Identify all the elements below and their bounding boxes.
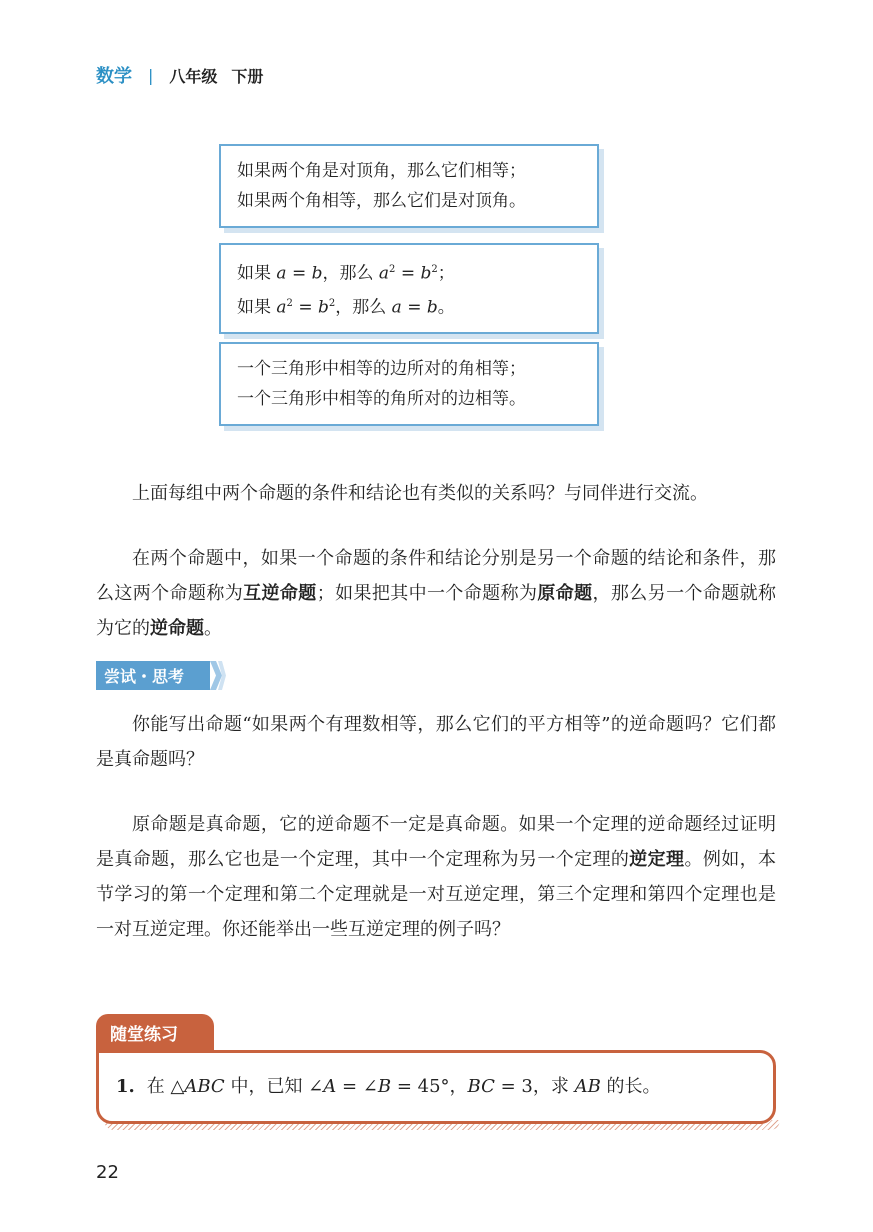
term-converse-propositions: 互逆命题 [243, 583, 317, 604]
discussion-paragraph: 上面每组中两个命题的条件和结论也有类似的关系吗？与同伴进行交流。 [132, 483, 708, 504]
page-number: 22 [96, 1162, 119, 1183]
practice-title: 随堂练习 [110, 1025, 178, 1045]
proposition-line: 如果两个角是对顶角，那么它们相等； [237, 161, 526, 181]
proposition-line: 如果 $a^2 = b^2$，那么 a = b。 [237, 297, 455, 318]
try-think-label: 尝试・思考 [104, 667, 185, 686]
theorem-paragraph: 原命题是真命题，它的逆命题不一定是真命题。如果一个定理的逆命题经过证明是真命题，那么它也是一个定理，其中一个定理称为另一个定理的逆定理。例如，本节学习的第一个定理和第二个定理就是一对互逆定理，第三个定理和第四个定理也是一对互逆定理。你还能举出一些互逆定理的例子吗？ [96, 814, 777, 940]
proposition-box-squares [219, 243, 599, 334]
volume-label: 下册 [231, 66, 264, 86]
proposition-line: 一个三角形中相等的边所对的角相等； [237, 359, 526, 379]
proposition-box-triangle [219, 342, 599, 426]
practice-tab [96, 1014, 214, 1052]
page-header [96, 62, 263, 88]
term-converse-proposition: 逆命题 [150, 618, 204, 639]
exercise-number: 1. [116, 1076, 135, 1097]
header-separator: | [148, 65, 154, 85]
proposition-line: 一个三角形中相等的角所对的边相等。 [237, 389, 526, 409]
term-original-proposition: 原命题 [537, 583, 593, 604]
proposition-box-angles [219, 144, 599, 228]
definition-paragraph: 在两个命题中，如果一个命题的条件和结论分别是另一个命题的结论和条件，那么这两个命题称为互逆命题；如果把其中一个命题称为原命题，那么另一个命题就称为它的逆命题。 [96, 548, 777, 639]
try-think-tag [96, 661, 226, 690]
proposition-line: 如果 a = b，那么 $a^2 = b^2$； [237, 263, 455, 284]
exercise-item: 1. 在 △ABC 中，已知 ∠A = ∠B = 45°，BC = 3，求 AB 的长。 [116, 1076, 661, 1097]
grade-label: 八年级 [169, 66, 218, 86]
proposition-line: 如果两个角相等，那么它们是对顶角。 [237, 191, 526, 211]
question-paragraph: 你能写出命题“如果两个有理数相等，那么它们的平方相等”的逆命题吗？它们都是真命题吗？ [96, 714, 776, 770]
term-converse-theorem: 逆定理 [629, 849, 685, 870]
subject-label: 数学 [96, 66, 132, 87]
